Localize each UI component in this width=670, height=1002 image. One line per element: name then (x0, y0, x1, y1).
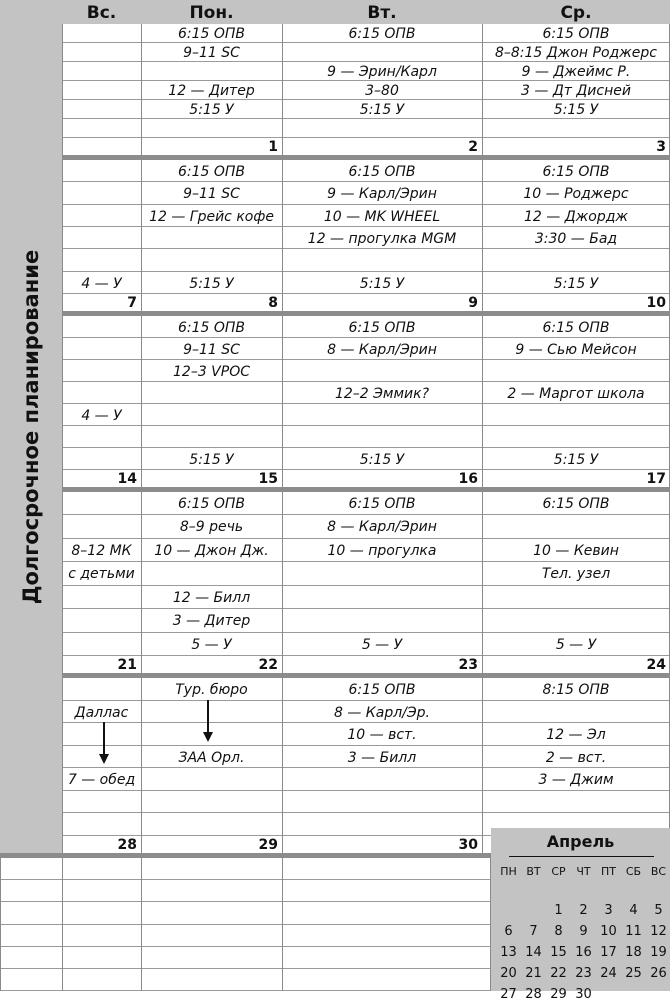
mini-calendar-day: 16 (575, 945, 592, 960)
day-number: 24 (646, 657, 666, 673)
mini-calendar-day: 7 (529, 924, 538, 939)
mini-calendar-day: 19 (650, 945, 667, 960)
calendar-entry: 12 — Грейс кофе (149, 208, 274, 225)
calendar-entry: 5 — У (191, 636, 232, 653)
mini-calendar-day: 21 (525, 966, 542, 981)
calendar-entry: 9 — Эрин/Карл (327, 64, 437, 80)
grid-row (62, 791, 670, 814)
mini-calendar-weekday: ВТ (526, 865, 541, 878)
mini-calendar-day: 6 (504, 924, 513, 939)
calendar-entry: 6:15 ОПВ (348, 496, 416, 512)
week-block (62, 678, 670, 853)
mini-calendar-day: 3 (604, 903, 613, 918)
calendar-entry: 5:15 У (189, 275, 234, 292)
mini-calendar-weekday: ЧТ (576, 865, 591, 878)
calendar-entry: 10 — MK WHEEL (323, 208, 441, 225)
notes-divider (0, 858, 1, 991)
mini-calendar-day: 1 (554, 903, 563, 918)
notes-row (0, 925, 491, 947)
calendar-entry: 6:15 ОПВ (177, 26, 246, 42)
calendar-entry: 8 — Карл/Эр. (334, 704, 430, 721)
calendar-entry: с детьми (68, 566, 135, 583)
calendar-entry: 5:15 У (189, 452, 234, 468)
calendar-entry: 8–9 речь (179, 519, 244, 536)
calendar-entry: 2 — Маргот школа (507, 386, 645, 402)
calendar-entry: 10 — вст. (347, 727, 417, 744)
mini-calendar-day: 11 (625, 924, 642, 939)
calendar-entry: 9–11 SC (183, 186, 240, 203)
calendar-entry: 5:15 У (359, 102, 405, 118)
day-number: 10 (646, 295, 666, 311)
mini-calendar-day: 9 (579, 924, 588, 939)
calendar-entry: 3 — Билл (347, 749, 417, 766)
header-tuesday: Вт. (367, 3, 397, 23)
mini-calendar-day: 17 (600, 945, 617, 960)
mini-calendar-month: Апрель (546, 832, 615, 851)
mini-calendar-day: 4 (629, 903, 638, 918)
header-sunday: Вс. (86, 3, 117, 23)
day-number: 22 (258, 657, 278, 673)
calendar-entry: 5:15 У (359, 275, 405, 292)
mini-calendar (491, 828, 670, 1002)
day-number: 1 (268, 139, 278, 155)
column-divider (62, 316, 63, 487)
calendar-entry: 10 — Роджерс (523, 186, 629, 203)
mini-calendar-weekday: ПТ (601, 865, 616, 878)
sidebar (0, 0, 62, 855)
day-number: 29 (258, 837, 278, 853)
mini-calendar-day: 20 (500, 966, 517, 981)
calendar-entry: 8–12 МК (71, 542, 132, 559)
calendar-entry: 6:15 ОПВ (542, 496, 610, 512)
calendar-entry: 9 — Сью Мейсон (515, 342, 637, 358)
calendar-entry: 4 — У (81, 408, 122, 424)
notes-row (0, 969, 491, 991)
mini-calendar-day: 26 (650, 966, 667, 981)
calendar-entry: 6:15 ОПВ (348, 320, 416, 336)
calendar-entry: 12 — Эл (546, 727, 606, 744)
notes-divider (62, 858, 63, 991)
week-block (62, 24, 670, 155)
mini-calendar-weekday: ВС (650, 865, 667, 878)
calendar-entry: 12 — Джордж (523, 208, 628, 225)
calendar-entry: 12–3 VPOC (173, 364, 250, 380)
notes-row (0, 947, 491, 969)
notes-row (0, 902, 491, 924)
calendar-entry: 6:15 ОПВ (348, 164, 416, 180)
mini-calendar-day: 2 (579, 903, 588, 918)
calendar-entry: 5:15 У (553, 102, 599, 118)
calendar-entry: 6:15 ОПВ (542, 164, 610, 180)
calendar-entry: 10 — Джон Дж. (154, 542, 269, 559)
calendar-entry: ЗАА Орл. (178, 749, 245, 766)
week-block (62, 316, 670, 487)
header-monday: Пон. (189, 3, 234, 23)
calendar-entry: 6:15 ОПВ (348, 26, 416, 42)
calendar-entry: 6:15 ОПВ (542, 320, 610, 336)
calendar-entry: 12 — Билл (172, 589, 251, 606)
day-number: 16 (458, 471, 478, 487)
calendar-entry: 9 — Джеймс Р. (521, 64, 631, 80)
week-block (62, 492, 670, 673)
mini-calendar-day: 24 (600, 966, 617, 981)
calendar-entry: 6:15 ОПВ (177, 164, 246, 180)
calendar-entry: 3 — Джим (538, 772, 614, 789)
calendar-entry: 8–8:15 Джон Роджерс (494, 45, 657, 61)
calendar-entry: Даллас (74, 704, 129, 721)
calendar-entry: 9 — Карл/Эрин (327, 186, 437, 203)
calendar-entry: 12–2 Эммик? (334, 386, 430, 402)
calendar-entry: 2 — вст. (545, 749, 607, 766)
calendar-entry: 12 — прогулка MGM (307, 231, 457, 247)
day-number: 7 (127, 295, 137, 311)
notes-divider (141, 858, 142, 991)
calendar-entry: 12 — Дитер (168, 83, 255, 99)
mini-calendar-day: 8 (554, 924, 563, 939)
calendar-entry: 6:15 ОПВ (177, 496, 246, 512)
calendar-entry: 5 — У (555, 636, 597, 653)
grid-row (62, 426, 670, 448)
mini-calendar-day: 27 (500, 987, 517, 1002)
down-arrow-head (203, 732, 213, 742)
day-number: 28 (117, 837, 137, 853)
calendar-entry: 8:15 ОПВ (542, 682, 610, 698)
calendar-entry: 6:15 ОПВ (348, 682, 416, 698)
calendar-entry: 9–11 SC (183, 342, 240, 358)
calendar-entry: 5 — У (361, 636, 403, 653)
calendar-entry: Тур. бюро (175, 682, 248, 698)
calendar-entry: 5:15 У (553, 452, 599, 468)
day-number: 21 (117, 657, 137, 673)
mini-calendar-day: 5 (654, 903, 663, 918)
mini-calendar-day: 28 (525, 987, 542, 1002)
down-arrow (207, 700, 209, 732)
calendar-entry: 4 — У (81, 275, 122, 292)
grid-row (62, 404, 670, 426)
calendar-entry: 6:15 ОПВ (542, 26, 610, 42)
column-divider (62, 24, 63, 155)
day-number: 15 (258, 471, 278, 487)
day-number: 23 (458, 657, 478, 673)
calendar-entry: 3 — Дитер (172, 613, 251, 630)
mini-calendar-weekday: ПН (500, 865, 517, 878)
calendar-entry: 3 — Дт Дисней (521, 83, 631, 99)
down-arrow-head (99, 754, 109, 764)
mini-calendar-day: 13 (500, 945, 517, 960)
calendar-entry: 10 — прогулка (327, 542, 437, 559)
mini-calendar-day: 18 (625, 945, 642, 960)
notes-row (0, 880, 491, 902)
mini-calendar-rule (509, 856, 654, 857)
header-wednesday: Ср. (560, 3, 592, 23)
calendar-entry: 8 — Карл/Эрин (327, 342, 437, 358)
mini-calendar-day: 25 (625, 966, 642, 981)
mini-calendar-day: 22 (550, 966, 567, 981)
calendar-entry: 7 — обед (67, 772, 136, 789)
mini-calendar-day: 30 (575, 987, 592, 1002)
calendar-entry: Тел. узел (541, 566, 611, 583)
mini-calendar-day: 23 (575, 966, 592, 981)
grid-row (62, 249, 670, 271)
calendar-entry: 10 — Кевин (533, 542, 619, 559)
mini-calendar-weekday: СБ (625, 865, 642, 878)
calendar-entry: 5:15 У (359, 452, 405, 468)
calendar-entry: 5:15 У (189, 102, 234, 118)
day-number: 30 (458, 837, 478, 853)
mini-calendar-day: 10 (600, 924, 617, 939)
calendar-entry: 5:15 У (553, 275, 599, 292)
calendar-entry: 6:15 ОПВ (177, 320, 246, 336)
mini-calendar-day: 12 (650, 924, 667, 939)
mini-calendar-day: 15 (550, 945, 567, 960)
grid-row (62, 119, 670, 138)
calendar-entry: 9–11 SC (183, 45, 240, 61)
day-number: 14 (117, 471, 137, 487)
week-block (62, 160, 670, 311)
mini-calendar-day: 14 (525, 945, 542, 960)
day-number: 17 (646, 471, 666, 487)
down-arrow (103, 722, 105, 754)
day-header-row (62, 0, 670, 24)
sidebar-title: Долгосрочное планирование (19, 249, 43, 605)
mini-calendar-weekday: СР (551, 865, 566, 878)
calendar-entry: 3:30 — Бад (534, 231, 618, 247)
calendar-entry: 3–80 (365, 83, 399, 99)
calendar-entry: 8 — Карл/Эрин (327, 519, 437, 536)
day-number: 8 (268, 295, 278, 311)
notes-row (0, 858, 491, 880)
notes-divider (282, 858, 283, 991)
day-number: 3 (656, 139, 666, 155)
day-number: 2 (468, 139, 478, 155)
day-number: 9 (468, 295, 478, 311)
mini-calendar-day: 29 (550, 987, 567, 1002)
